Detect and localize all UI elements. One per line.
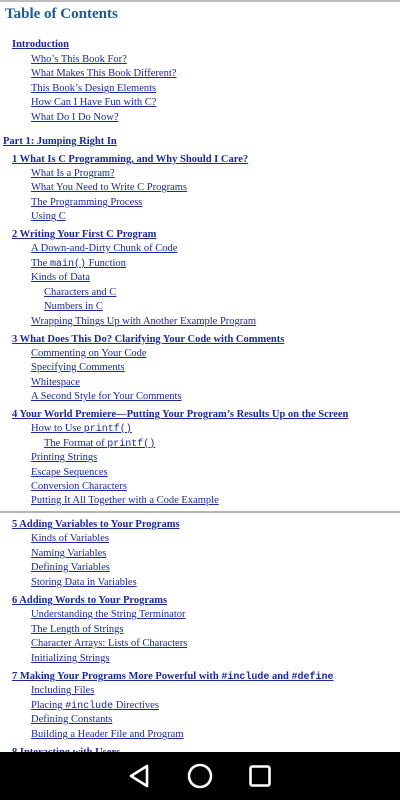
toc-link-ch2c[interactable]: Kinds of Data	[31, 272, 90, 283]
toc-link-ch7a[interactable]: Including Files	[31, 685, 95, 696]
toc-link-ch4[interactable]: 4 Your World Premiere—Putting Your Program’s Results Up on the Screen	[12, 409, 349, 420]
toc-link-ch4b-code: printf()	[107, 439, 156, 450]
toc-link-ch7-pre: 7 Making Your Programs More Powerful with	[12, 671, 222, 682]
toc-link-ch2a[interactable]: A Down-and-Dirty Chunk of Code	[31, 243, 178, 254]
toc-link-ch2b-pre: The	[31, 258, 50, 269]
toc-link-ch6c[interactable]: Character Arrays: Lists of Characters	[31, 638, 188, 649]
toc-link-ch7-mid: and	[269, 671, 292, 682]
toc-link-ch3c[interactable]: Whitespace	[31, 377, 80, 388]
toc-link-ch3d[interactable]: A Second Style for Your Comments	[31, 391, 182, 402]
toc-link-part1[interactable]: Part 1: Jumping Right In	[3, 136, 117, 147]
toc-link-ch3b[interactable]: Specifying Comments	[31, 362, 125, 373]
toc-link-ch2f[interactable]: Wrapping Things Up with Another Example Program	[31, 316, 257, 327]
toc-link-ch5a[interactable]: Kinds of Variables	[31, 533, 109, 544]
toc-link-ch4a[interactable]	[31, 422, 132, 436]
toc-link-different[interactable]: What Makes This Book Different?	[31, 68, 177, 79]
toc-link-ch1c[interactable]: The Programming Process	[31, 197, 143, 208]
toc-link-ch4b-pre: The Format of	[44, 438, 108, 449]
toc-link-ch4c[interactable]: Printing Strings	[31, 452, 98, 463]
page-divider	[0, 511, 400, 513]
toc-link-ch7d[interactable]: Building a Header File and Program	[31, 729, 184, 740]
toc-link-fun[interactable]: How Can I Have Fun with C?	[31, 97, 157, 108]
toc-link-ch7-code: #include	[221, 672, 270, 683]
toc-link-ch5[interactable]: 5 Adding Variables to Your Programs	[12, 519, 180, 530]
back-triangle-icon	[127, 763, 153, 789]
toc-link-ch2b-post: Function	[85, 258, 126, 269]
toc-link-ch4a-pre: How to Use	[31, 423, 84, 434]
home-circle-icon	[186, 762, 214, 790]
toc-link-ch1[interactable]: 1 What Is C Programming, and Why Should I Care?	[12, 154, 249, 165]
toc-link-ch2b-code: main()	[49, 259, 86, 270]
toc-link-ch2e[interactable]: Numbers in C	[44, 301, 103, 312]
toc-link-ch2[interactable]: 2 Writing Your First C Program	[12, 229, 157, 240]
toc-link-ch1a[interactable]: What Is a Program?	[31, 168, 115, 179]
recents-square-icon	[248, 764, 272, 788]
recents-button[interactable]	[230, 752, 290, 800]
toc-link-ch3[interactable]: 3 What Does This Do? Clarifying Your Code with Comments	[12, 334, 285, 345]
toc-link-ch5b[interactable]: Naming Variables	[31, 548, 107, 559]
toc-link-ch4e[interactable]: Conversion Characters	[31, 481, 127, 492]
back-button[interactable]	[110, 752, 170, 800]
toc-link-ch4f[interactable]: Putting It All Together with a Code Example	[31, 495, 219, 506]
toc-link-ch4b[interactable]	[44, 437, 155, 451]
toc-link-ch4a-code: printf()	[83, 424, 132, 435]
toc-link-ch2d[interactable]: Characters and C	[44, 287, 117, 298]
toc-container[interactable]	[0, 2, 400, 752]
home-button[interactable]	[170, 752, 230, 800]
system-navigation-bar	[0, 752, 400, 800]
toc-link-ch7c[interactable]: Defining Constants	[31, 714, 113, 725]
toc-link-ch3a[interactable]: Commenting on Your Code	[31, 348, 147, 359]
toc-link-ch7[interactable]	[12, 670, 334, 684]
toc-link-ch1b[interactable]: What You Need to Write C Programs	[31, 182, 187, 193]
toc-link-ch5d[interactable]: Storing Data in Variables	[31, 577, 137, 588]
toc-link-ch4d[interactable]: Escape Sequences	[31, 467, 108, 478]
toc-link-ch1d[interactable]: Using C	[31, 211, 66, 222]
toc-link-design[interactable]: This Book’s Design Elements	[31, 83, 157, 94]
toc-link-ch5c[interactable]: Defining Variables	[31, 562, 110, 573]
toc-link-intro[interactable]: Introduction	[12, 39, 69, 50]
toc-link-ch7b-post: Directives	[113, 700, 159, 711]
toc-link-ch6a[interactable]: Understanding the String Terminator	[31, 609, 186, 620]
toc-link-ch2b[interactable]	[31, 257, 126, 271]
toc-link-ch6d[interactable]: Initializing Strings	[31, 653, 110, 664]
toc-link-who[interactable]: Who’s This Book For?	[31, 54, 127, 65]
toc-link-ch7b[interactable]	[31, 699, 159, 713]
toc-link-donow[interactable]: What Do I Do Now?	[31, 112, 119, 123]
toc-title: Table of Contents	[5, 6, 118, 22]
toc-link-ch6[interactable]: 6 Adding Words to Your Programs	[12, 595, 168, 606]
toc-link-ch7b-code: #include	[65, 701, 114, 712]
toc-link-ch6b[interactable]: The Length of Strings	[31, 624, 124, 635]
toc-link-ch7b-pre: Placing	[31, 700, 66, 711]
toc-link-ch7-code2: #define	[291, 672, 334, 683]
